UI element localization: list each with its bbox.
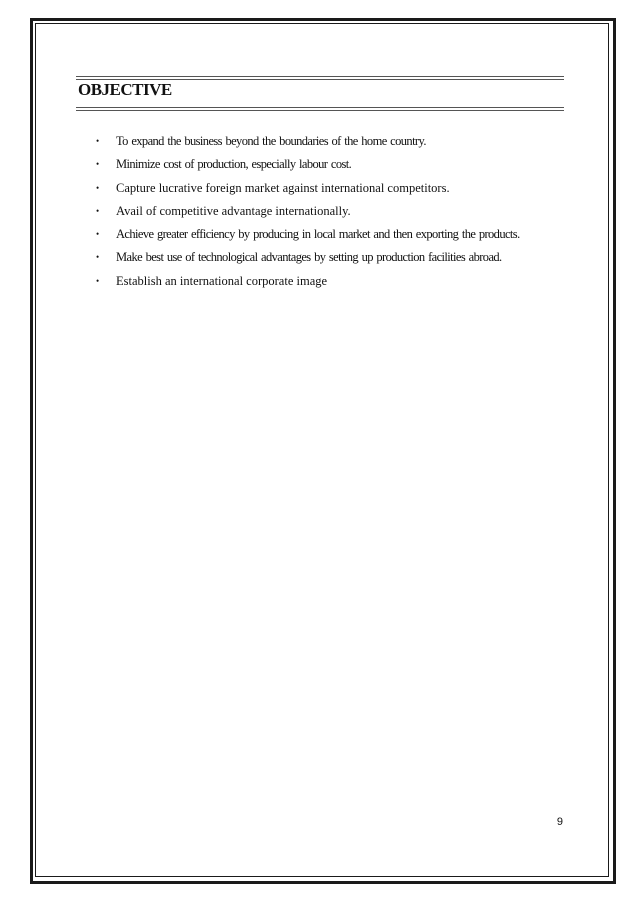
objective-text: Make best use of technological advantages by setting up production facilities abroad. [116,250,502,265]
objective-text: Achieve greater efficiency by producing in local market and then exporting the products. [116,227,520,242]
bullet-icon: • [96,136,100,146]
objective-item [96,223,520,246]
objective-item [96,246,520,269]
objectives-list [96,130,520,293]
objective-item [96,153,520,176]
objective-text: Capture lucrative foreign market against international competitors. [116,180,450,195]
heading-rule-bottom [76,107,564,111]
bullet-icon: • [96,182,100,193]
bullet-icon: • [96,252,100,263]
page-number: 9 [556,816,563,828]
objective-item [96,130,520,153]
objective-text: To expand the business beyond the boundaries of the home country. [116,134,426,148]
objective-item [96,270,520,293]
objective-text: Avail of competitive advantage internationally. [116,203,351,218]
section-heading: OBJECTIVE [78,80,172,99]
objective-text: Minimize cost of production, especially labour cost. [116,157,352,172]
objective-text: Establish an international corporate image [116,273,328,288]
bullet-icon: • [96,275,100,286]
bullet-icon: • [96,205,100,216]
objective-item [96,177,520,200]
objective-item [96,200,520,223]
bullet-icon: • [96,159,100,170]
bullet-icon: • [96,229,100,240]
